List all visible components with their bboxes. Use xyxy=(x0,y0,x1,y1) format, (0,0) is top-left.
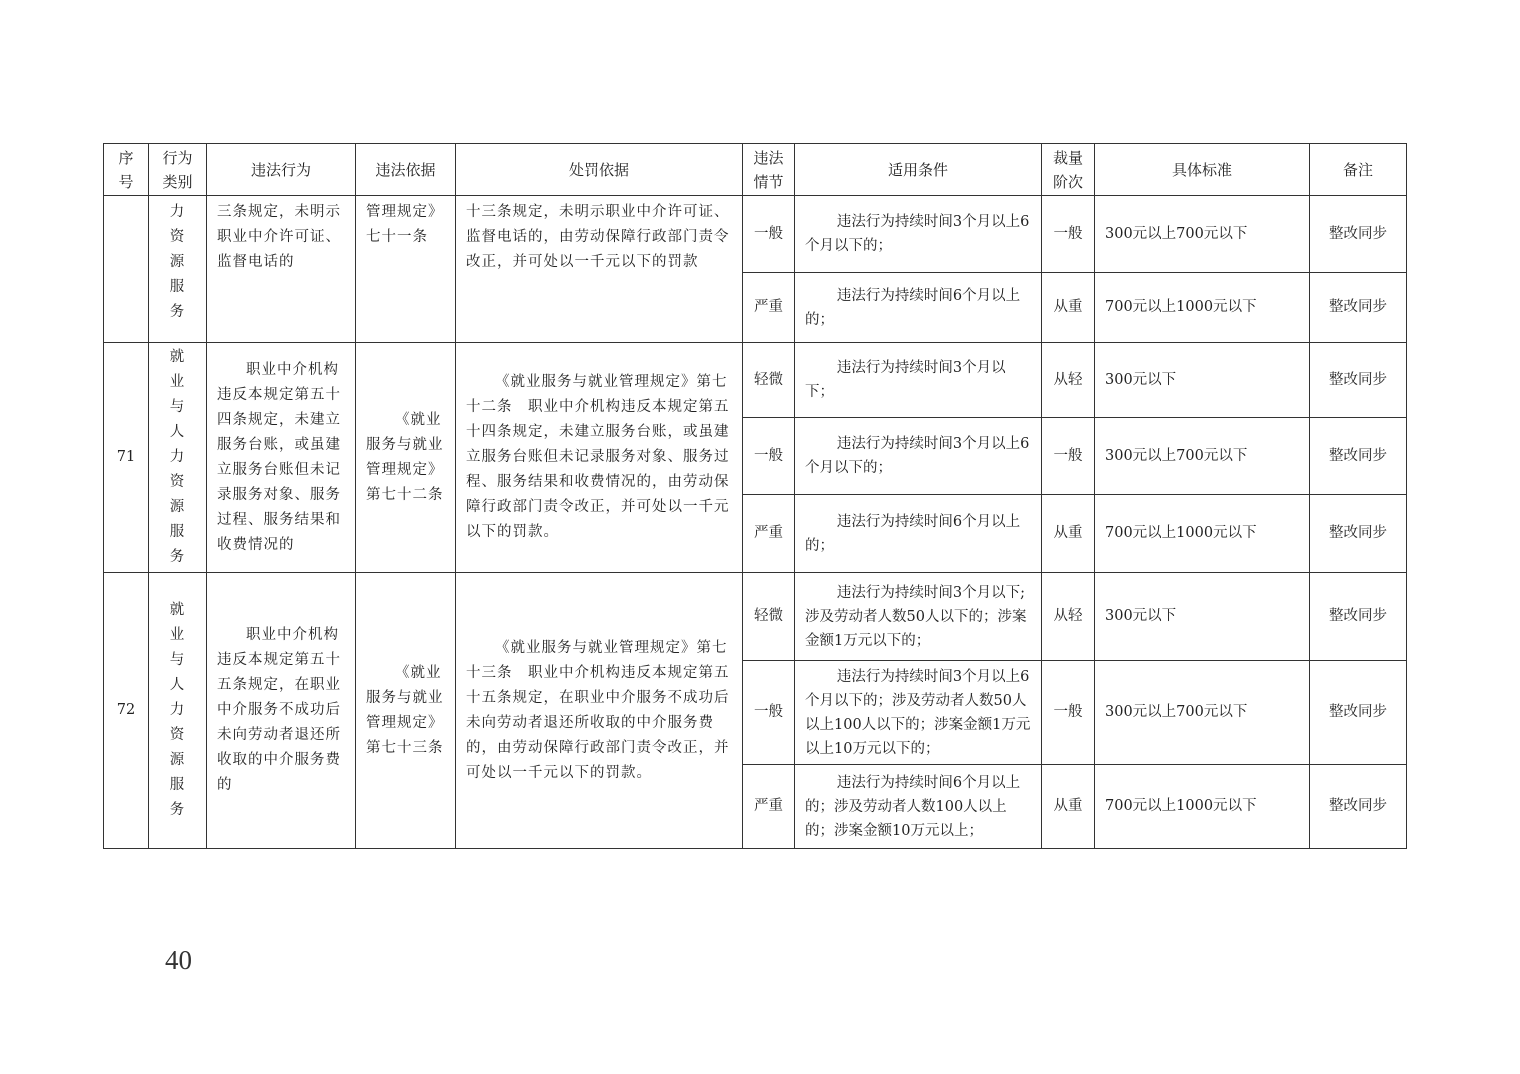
table-row xyxy=(104,573,1407,661)
remark-cell: 整改同步 xyxy=(1310,661,1407,765)
cont-seq-cell xyxy=(104,196,149,343)
condition-cell xyxy=(795,418,1042,495)
remark-cell: 整改同步 xyxy=(1310,418,1407,495)
level-cell: 从重 xyxy=(1042,495,1095,573)
header-seq: 序号 xyxy=(104,144,149,196)
level-cell: 一般 xyxy=(1042,661,1095,765)
header-standard: 具体标准 xyxy=(1095,144,1310,196)
condition-cell xyxy=(795,196,1042,273)
standard-cell: 300元以上700元以下 xyxy=(1095,661,1310,765)
level-cell: 一般 xyxy=(1042,196,1095,273)
circumstance-cell: 严重 xyxy=(743,765,795,849)
cont-violation-cell: 三条规定，未明示职业中介许可证、监督电话的 xyxy=(207,196,356,343)
table-row xyxy=(104,196,1407,273)
condition-text: 违法行为持续时间3个月以上6个月以下的；涉及劳动者人数50人以上100人以下的；涉案金额1万元以上10万元以下的； xyxy=(805,668,1031,757)
condition-cell xyxy=(795,343,1042,418)
condition-cell xyxy=(795,765,1042,849)
standard-cell: 300元以上700元以下 xyxy=(1095,196,1310,273)
penalty-discretion-table xyxy=(103,143,1407,849)
level-cell: 从轻 xyxy=(1042,573,1095,661)
item72-category-cell: 就业与人力资源服务 xyxy=(149,573,207,849)
remark-cell: 整改同步 xyxy=(1310,573,1407,661)
circumstance-cell: 一般 xyxy=(743,196,795,273)
condition-text: 违法行为持续时间6个月以上的；涉及劳动者人数100人以上的；涉案金额10万元以上； xyxy=(805,774,1021,839)
header-remark: 备注 xyxy=(1310,144,1407,196)
header-level: 裁量阶次 xyxy=(1042,144,1095,196)
condition-text: 违法行为持续时间3个月以下； xyxy=(805,360,1006,400)
condition-cell xyxy=(795,273,1042,343)
circumstance-cell: 一般 xyxy=(743,661,795,765)
circumstance-cell: 一般 xyxy=(743,418,795,495)
remark-cell: 整改同步 xyxy=(1310,273,1407,343)
table-header-row xyxy=(104,144,1407,196)
circumstance-cell: 轻微 xyxy=(743,343,795,418)
condition-text: 违法行为持续时间6个月以上的； xyxy=(805,287,1021,328)
level-cell: 一般 xyxy=(1042,418,1095,495)
standard-cell: 700元以上1000元以下 xyxy=(1095,273,1310,343)
header-penalty-basis: 处罚依据 xyxy=(456,144,743,196)
standard-cell: 700元以上1000元以下 xyxy=(1095,765,1310,849)
header-category: 行为类别 xyxy=(149,144,207,196)
item72-penalty-basis-cell: 《就业服务与就业管理规定》第七十三条 职业中介机构违反本规定第五十五条规定，在职业中介服务不成功后未向劳动者退还所收取的中介服务费的，由劳动保障行政部门责令改正，并可处以一千元以下的罚款。 xyxy=(456,573,743,849)
header-legal-basis: 违法依据 xyxy=(356,144,456,196)
remark-cell: 整改同步 xyxy=(1310,196,1407,273)
level-cell: 从重 xyxy=(1042,273,1095,343)
item71-legal-basis-cell: 《就业服务与就业管理规定》第七十二条 xyxy=(356,343,456,573)
condition-text: 违法行为持续时间6个月以上的； xyxy=(805,513,1021,554)
header-circumstance: 违法情节 xyxy=(743,144,795,196)
item72-violation-cell: 职业中介机构违反本规定第五十五条规定，在职业中介服务不成功后未向劳动者退还所收取的中介服务费的 xyxy=(207,573,356,849)
standard-cell: 300元以上700元以下 xyxy=(1095,418,1310,495)
remark-cell: 整改同步 xyxy=(1310,495,1407,573)
header-violation: 违法行为 xyxy=(207,144,356,196)
item72-legal-basis-cell: 《就业服务与就业管理规定》第七十三条 xyxy=(356,573,456,849)
circumstance-cell: 严重 xyxy=(743,495,795,573)
condition-text: 违法行为持续时间3个月以下;涉及劳动者人数50人以下的；涉案金额1万元以下的； xyxy=(805,584,1027,649)
item71-violation-cell: 职业中介机构违反本规定第五十四条规定，未建立服务台账，或虽建立服务台账但未记录服务对象、服务过程、服务结果和收费情况的 xyxy=(207,343,356,573)
condition-text: 违法行为持续时间3个月以上6个月以下的； xyxy=(805,436,1030,476)
circumstance-cell: 轻微 xyxy=(743,573,795,661)
remark-cell: 整改同步 xyxy=(1310,765,1407,849)
cont-legal-basis-cell: 管理规定》七十一条 xyxy=(356,196,456,343)
item72-seq-cell: 72 xyxy=(104,573,149,849)
standard-cell: 300元以下 xyxy=(1095,573,1310,661)
item71-penalty-basis-cell: 《就业服务与就业管理规定》第七十二条 职业中介机构违反本规定第五十四条规定，未建立服务台账，或虽建立服务台账但未记录服务对象、服务过程、服务结果和收费情况的，由劳动保障行政部门责令改正，并可处以一千元以下的罚款。 xyxy=(456,343,743,573)
cont-penalty-basis-cell: 十三条规定，未明示职业中介许可证、监督电话的，由劳动保障行政部门责令改正，并可处以一千元以下的罚款 xyxy=(456,196,743,343)
table-row xyxy=(104,343,1407,418)
item71-seq-cell: 71 xyxy=(104,343,149,573)
standard-cell: 700元以上1000元以下 xyxy=(1095,495,1310,573)
condition-cell xyxy=(795,495,1042,573)
item71-category-cell: 就业与人力资源服务 xyxy=(149,343,207,573)
standard-cell: 300元以下 xyxy=(1095,343,1310,418)
level-cell: 从轻 xyxy=(1042,343,1095,418)
circumstance-cell: 严重 xyxy=(743,273,795,343)
condition-text: 违法行为持续时间3个月以上6个月以下的； xyxy=(805,214,1030,254)
condition-cell xyxy=(795,573,1042,661)
header-condition: 适用条件 xyxy=(795,144,1042,196)
page-number: 40 xyxy=(165,945,192,975)
remark-cell: 整改同步 xyxy=(1310,343,1407,418)
level-cell: 从重 xyxy=(1042,765,1095,849)
cont-category-cell: 力资源服务 xyxy=(149,196,207,343)
condition-cell xyxy=(795,661,1042,765)
